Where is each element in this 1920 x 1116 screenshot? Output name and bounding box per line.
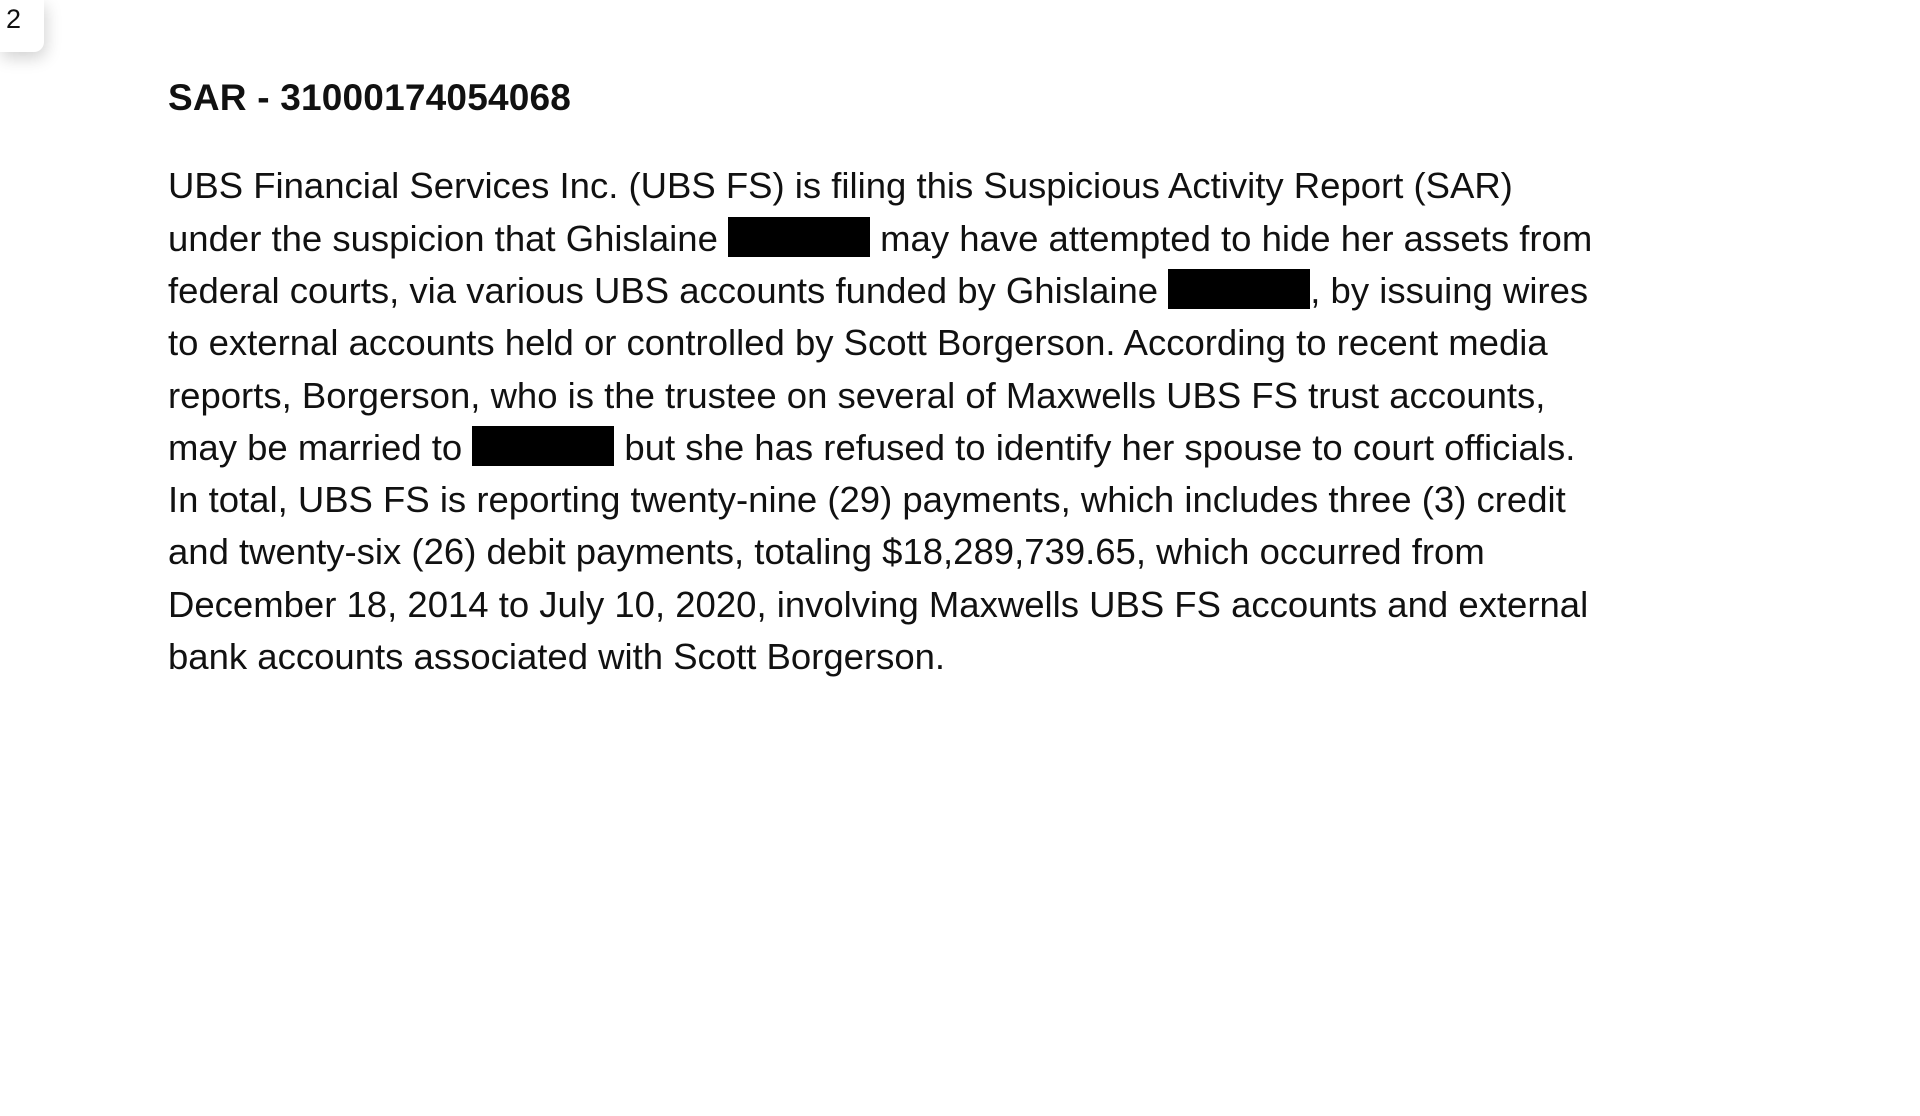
page-number-badge: 2 xyxy=(0,0,44,52)
body-line-4: to external accounts held or controlled by Scott Borgerson. According to recent media xyxy=(168,322,1548,364)
body-line-3-end: , by issuing wires xyxy=(1310,269,1589,311)
body-line-2 xyxy=(168,213,1728,265)
body-line-5: reports, Borgerson, who is the trustee on several of Maxwells UBS FS trust accounts, xyxy=(168,374,1546,416)
body-line-1: UBS Financial Services Inc. (UBS FS) is filing this Suspicious Activity Report (SAR) xyxy=(168,165,1513,207)
body-line-6-start: may be married to xyxy=(168,426,473,468)
body-line-6-end: but she has refused to identify her spouse to court officials. xyxy=(614,426,1576,468)
body-line-8: and twenty-six (26) debit payments, totaling $18,289,739.65, which occurred from xyxy=(168,531,1485,573)
body-line-10: bank accounts associated with Scott Borgerson. xyxy=(168,636,946,678)
body-line-2-start: under the suspicion that Ghislaine xyxy=(168,217,729,259)
document-title: SAR - 31000174054068 xyxy=(168,77,572,118)
body-line-7: In total, UBS FS is reporting twenty-nine (29) payments, which includes three (3) credit xyxy=(168,479,1566,521)
body-line-2-end: may have attempted to hide her assets from xyxy=(870,217,1593,259)
body-line-3 xyxy=(168,265,1728,317)
document xyxy=(168,76,1728,683)
document-body xyxy=(168,160,1728,683)
body-line-3-start: federal courts, via various UBS accounts funded by Ghislaine xyxy=(168,269,1169,311)
redaction-box xyxy=(472,426,614,466)
redaction-box xyxy=(1168,269,1310,309)
redaction-box xyxy=(728,217,870,257)
body-line-9: December 18, 2014 to July 10, 2020, involving Maxwells UBS FS accounts and external xyxy=(168,583,1589,625)
body-line-6 xyxy=(168,422,1728,474)
